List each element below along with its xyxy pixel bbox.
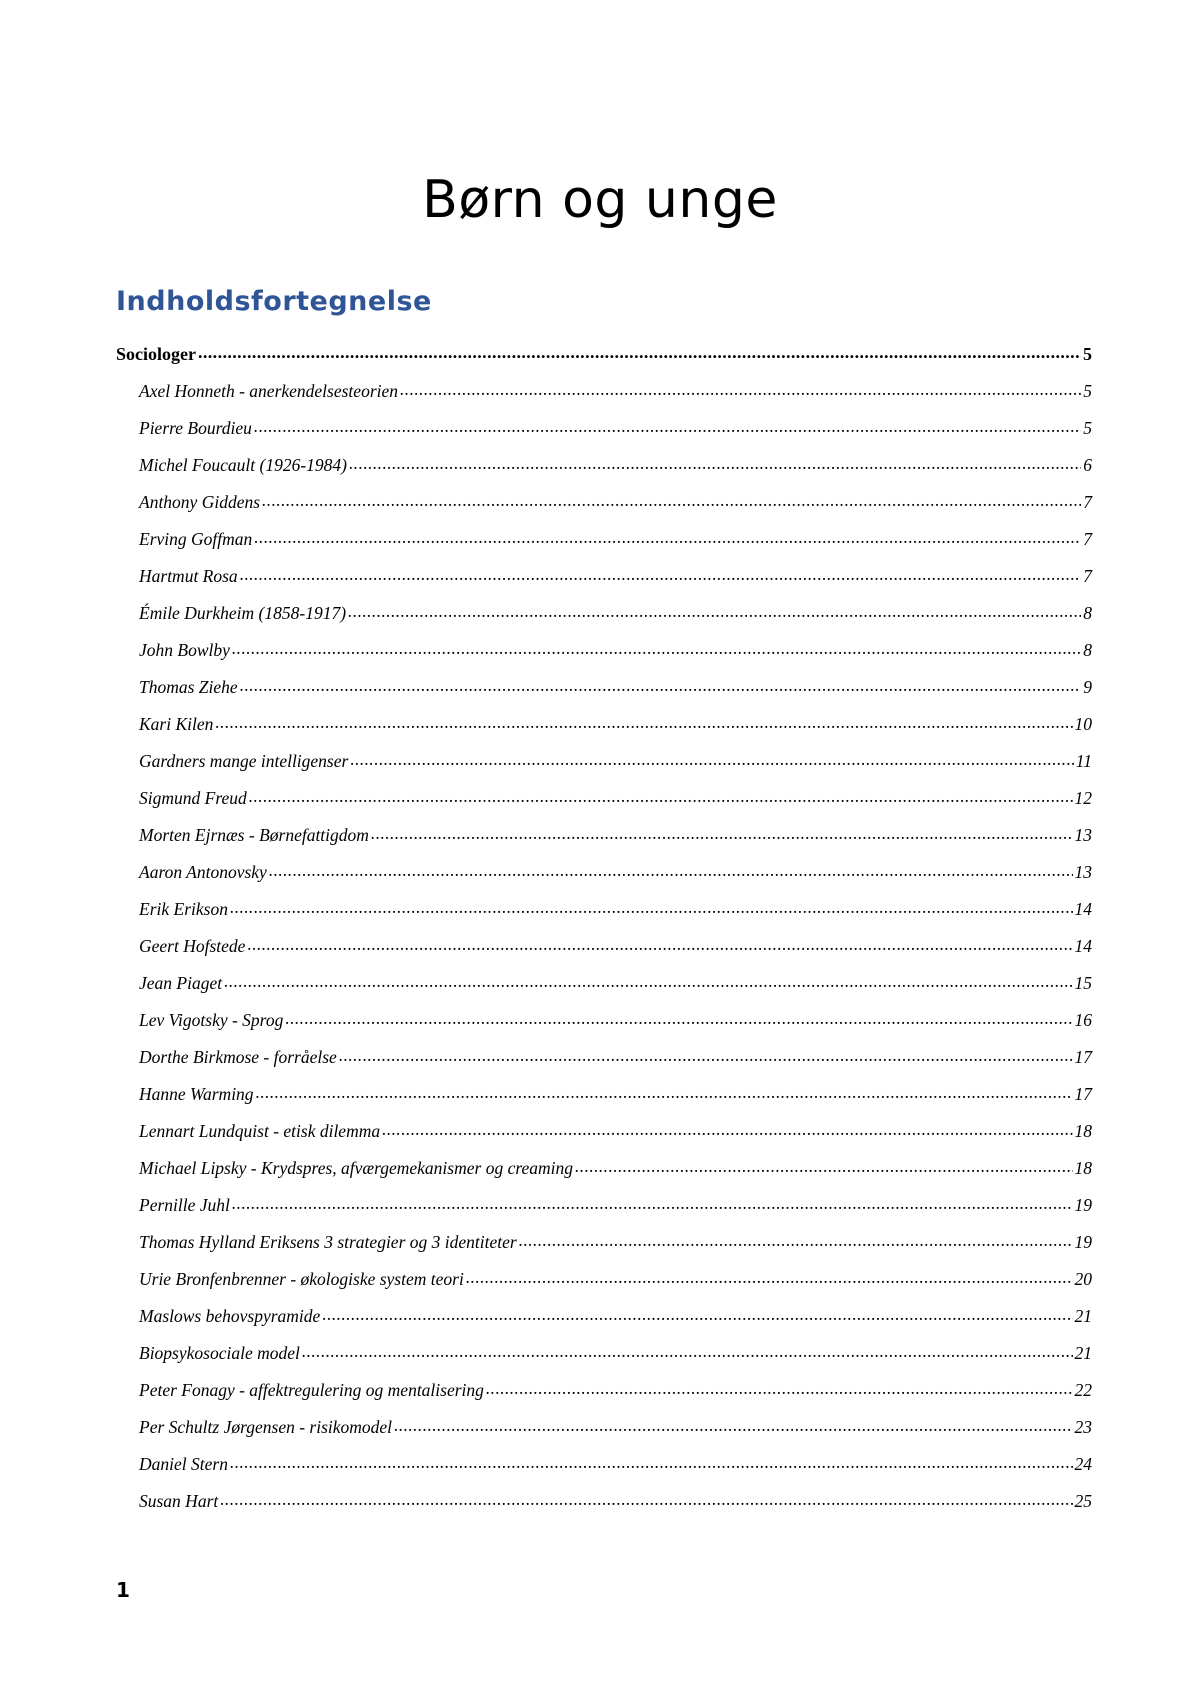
toc-dot-leader xyxy=(486,1378,1073,1396)
toc-dot-leader xyxy=(348,601,1081,619)
toc-entry-page-number: 15 xyxy=(1074,972,1092,993)
toc-entry-page-number: 18 xyxy=(1074,1120,1092,1141)
toc-entry-page-number: 21 xyxy=(1074,1305,1092,1326)
toc-entry-page-number: 21 xyxy=(1074,1342,1092,1363)
toc-entry-label: Lev Vigotsky - Sprog xyxy=(139,1009,284,1030)
toc-dot-leader xyxy=(302,1341,1073,1359)
toc-entry[interactable] xyxy=(116,1156,1092,1193)
toc-entry-label: Pernille Juhl xyxy=(139,1194,230,1215)
toc-entry-page-number: 5 xyxy=(1083,380,1092,401)
toc-dot-leader xyxy=(198,342,1081,360)
toc-entry-page-number: 24 xyxy=(1074,1453,1092,1474)
toc-entry[interactable] xyxy=(116,749,1092,786)
toc-entry-label: Thomas Hylland Eriksens 3 strategier og 3 identiteter xyxy=(139,1231,517,1252)
toc-entry-label: Thomas Ziehe xyxy=(139,676,238,697)
page-number: 1 xyxy=(116,1578,130,1602)
toc-entry-label: Pierre Bourdieu xyxy=(139,417,252,438)
toc-entry[interactable] xyxy=(116,1119,1092,1156)
toc-dot-leader xyxy=(254,416,1081,434)
toc-entry[interactable] xyxy=(116,934,1092,971)
toc-dot-leader xyxy=(339,1045,1073,1063)
toc-entry-page-number: 5 xyxy=(1083,417,1092,438)
toc-entry-label: Sociologer xyxy=(116,344,196,364)
toc-dot-leader xyxy=(371,823,1073,841)
toc-entry-label: Erving Goffman xyxy=(139,528,253,549)
toc-dot-leader xyxy=(240,564,1082,582)
toc-entry-page-number: 17 xyxy=(1074,1083,1092,1104)
toc-entry-label: Anthony Giddens xyxy=(139,491,261,512)
toc-entry[interactable] xyxy=(116,601,1092,638)
toc-heading: Indholdsfortegnelse xyxy=(116,286,432,317)
toc-entry-label: Per Schultz Jørgensen - risikomodel xyxy=(139,1416,393,1437)
toc-entry-page-number: 19 xyxy=(1074,1194,1092,1215)
toc-entry-label: Erik Erikson xyxy=(139,898,228,919)
toc-entry[interactable] xyxy=(116,527,1092,564)
toc-entry-page-number: 25 xyxy=(1074,1490,1092,1511)
toc-entry-label: Lennart Lundquist - etisk dilemma xyxy=(139,1120,381,1141)
toc-entry[interactable] xyxy=(116,971,1092,1008)
toc-dot-leader xyxy=(394,1415,1072,1433)
toc-entry-page-number: 7 xyxy=(1083,528,1092,549)
toc-entry[interactable] xyxy=(116,1489,1092,1526)
toc-entry-page-number: 5 xyxy=(1083,344,1092,364)
toc-entry[interactable] xyxy=(116,1341,1092,1378)
toc-entry-label: Axel Honneth - anerkendelsesteorien xyxy=(139,380,399,401)
toc-section-entry[interactable] xyxy=(116,342,1092,379)
toc-dot-leader xyxy=(256,1082,1073,1100)
toc-entry-page-number: 13 xyxy=(1074,824,1092,845)
toc-dot-leader xyxy=(232,638,1081,656)
toc-entry-page-number: 16 xyxy=(1074,1009,1092,1030)
toc-entry-page-number: 6 xyxy=(1083,454,1092,475)
toc-entry-label: Gardners mange intelligenser xyxy=(139,750,349,771)
toc-dot-leader xyxy=(349,453,1081,471)
table-of-contents xyxy=(116,342,1092,1526)
toc-entry-page-number: 14 xyxy=(1074,898,1092,919)
toc-entry[interactable] xyxy=(116,638,1092,675)
toc-entry-page-number: 19 xyxy=(1074,1231,1092,1252)
toc-entry-label: Hartmut Rosa xyxy=(139,565,238,586)
toc-entry-page-number: 20 xyxy=(1074,1268,1092,1289)
toc-entry[interactable] xyxy=(116,712,1092,749)
toc-entry[interactable] xyxy=(116,1452,1092,1489)
toc-entry[interactable] xyxy=(116,786,1092,823)
toc-entry-page-number: 11 xyxy=(1075,750,1092,771)
toc-entry-label: Kari Kilen xyxy=(139,713,214,734)
document-title: Børn og unge xyxy=(422,170,778,230)
toc-entry-label: Jean Piaget xyxy=(139,972,223,993)
toc-entry[interactable] xyxy=(116,379,1092,416)
toc-entry-page-number: 9 xyxy=(1083,676,1092,697)
toc-entry[interactable] xyxy=(116,453,1092,490)
toc-dot-leader xyxy=(215,712,1072,730)
toc-dot-leader xyxy=(240,675,1082,693)
toc-dot-leader xyxy=(285,1008,1072,1026)
toc-entry-page-number: 22 xyxy=(1074,1379,1092,1400)
toc-entry[interactable] xyxy=(116,1304,1092,1341)
toc-entry[interactable] xyxy=(116,675,1092,712)
toc-entry-page-number: 10 xyxy=(1074,713,1092,734)
toc-entry[interactable] xyxy=(116,823,1092,860)
toc-dot-leader xyxy=(575,1156,1072,1174)
toc-entry-label: Aaron Antonovsky xyxy=(139,861,267,882)
toc-entry-label: Urie Bronfenbrenner - økologiske system teori xyxy=(139,1268,464,1289)
toc-entry[interactable] xyxy=(116,1193,1092,1230)
toc-entry-page-number: 7 xyxy=(1083,565,1092,586)
toc-dot-leader xyxy=(230,897,1073,915)
toc-dot-leader xyxy=(262,490,1081,508)
toc-entry-page-number: 14 xyxy=(1074,935,1092,956)
toc-entry-page-number: 8 xyxy=(1083,602,1092,623)
toc-entry-label: Michael Lipsky - Krydspres, afværgemekanismer og creaming xyxy=(139,1157,574,1178)
toc-entry[interactable] xyxy=(116,1082,1092,1119)
toc-entry-label: Daniel Stern xyxy=(139,1453,228,1474)
toc-dot-leader xyxy=(466,1267,1073,1285)
toc-entry[interactable] xyxy=(116,897,1092,934)
toc-dot-leader xyxy=(382,1119,1072,1137)
toc-entry-label: John Bowlby xyxy=(139,639,230,660)
toc-dot-leader xyxy=(350,749,1073,767)
toc-entry-label: Michel Foucault (1926-1984) xyxy=(139,454,348,475)
toc-dot-leader xyxy=(519,1230,1073,1248)
toc-entry-page-number: 18 xyxy=(1074,1157,1092,1178)
toc-entry-page-number: 12 xyxy=(1074,787,1092,808)
toc-entry-label: Biopsykosociale model xyxy=(139,1342,300,1363)
toc-entry-label: Maslows behovspyramide xyxy=(139,1305,321,1326)
toc-entry[interactable] xyxy=(116,416,1092,453)
toc-entry-label: Geert Hofstede xyxy=(139,935,246,956)
toc-entry-page-number: 23 xyxy=(1074,1416,1092,1437)
toc-dot-leader xyxy=(224,971,1072,989)
toc-entry-label: Peter Fonagy - affektregulering og mentalisering xyxy=(139,1379,484,1400)
toc-entry-label: Hanne Warming xyxy=(139,1083,254,1104)
toc-entry[interactable] xyxy=(116,564,1092,601)
toc-dot-leader xyxy=(220,1489,1072,1507)
toc-dot-leader xyxy=(254,527,1081,545)
toc-dot-leader xyxy=(247,934,1072,952)
toc-dot-leader xyxy=(249,786,1073,804)
toc-dot-leader xyxy=(400,379,1081,397)
toc-entry-label: Susan Hart xyxy=(139,1490,219,1511)
toc-dot-leader xyxy=(230,1452,1073,1470)
toc-entry[interactable] xyxy=(116,860,1092,897)
toc-entry-page-number: 8 xyxy=(1083,639,1092,660)
toc-dot-leader xyxy=(232,1193,1073,1211)
toc-entry[interactable] xyxy=(116,490,1092,527)
toc-entry-label: Sigmund Freud xyxy=(139,787,247,808)
toc-entry-page-number: 17 xyxy=(1074,1046,1092,1067)
toc-entry-label: Émile Durkheim (1858-1917) xyxy=(139,602,347,623)
toc-entry[interactable] xyxy=(116,1008,1092,1045)
toc-dot-leader xyxy=(269,860,1073,878)
toc-entry[interactable] xyxy=(116,1415,1092,1452)
toc-entry-page-number: 13 xyxy=(1074,861,1092,882)
toc-entry-label: Morten Ejrnæs - Børnefattigdom xyxy=(139,824,369,845)
toc-entry-page-number: 7 xyxy=(1083,491,1092,512)
toc-dot-leader xyxy=(322,1304,1072,1322)
toc-entry-label: Dorthe Birkmose - forråelse xyxy=(139,1046,337,1067)
toc-entry[interactable] xyxy=(116,1230,1092,1267)
toc-entry[interactable] xyxy=(116,1378,1092,1415)
toc-entry[interactable] xyxy=(116,1045,1092,1082)
toc-entry[interactable] xyxy=(116,1267,1092,1304)
